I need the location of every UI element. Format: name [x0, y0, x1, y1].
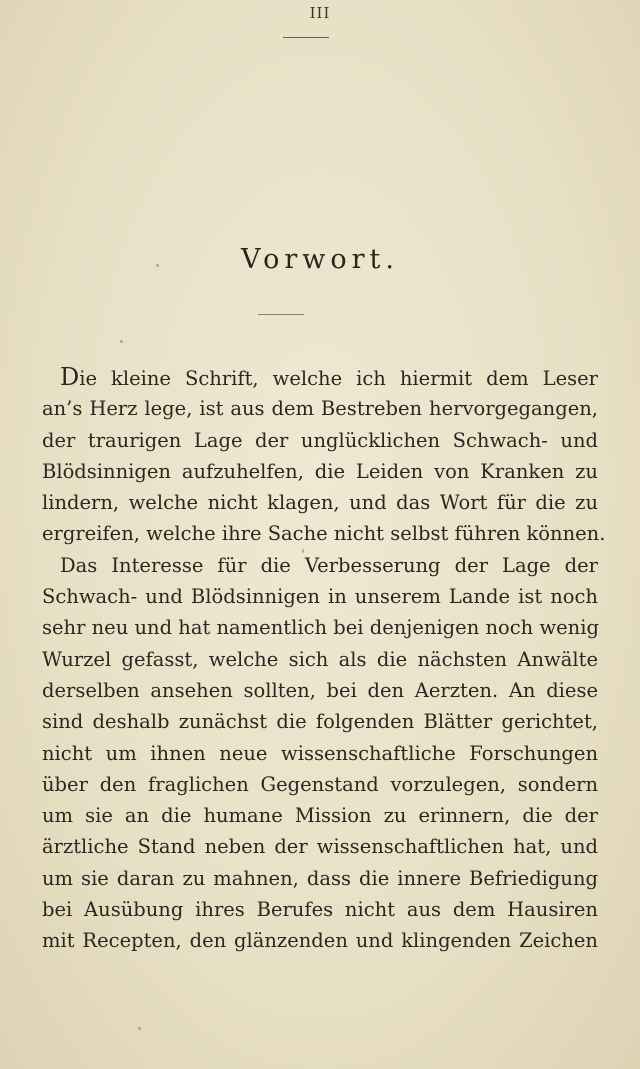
text-line: nicht um ihnen neue wissenschaftliche Forschungen — [42, 741, 598, 765]
text-line: mit Recepten, den glänzenden und klingenden Zeichen — [42, 929, 598, 953]
paper-speck — [120, 340, 123, 343]
page-number-rule — [283, 37, 329, 38]
text-line: Schwach- und Blödsinnigen in unserem Lande ist noch — [42, 585, 598, 609]
paper-speck — [156, 264, 159, 267]
text-line: Das Interesse für die Verbesserung der Lage der — [60, 553, 598, 577]
text-line: um sie daran zu mahnen, dass die innere Befriedigung — [42, 866, 598, 890]
text-line: ärztliche Stand neben der wissenschaftlichen hat, und — [42, 835, 598, 859]
text-line: Wurzel gefasst, welche sich als die nächsten Anwälte — [42, 647, 598, 671]
text-line: sehr neu und hat namentlich bei denjenigen noch wenig — [42, 616, 599, 640]
text-line: ergreifen, welche ihre Sache nicht selbst führen können. — [42, 522, 606, 546]
text-line: bei Ausübung ihres Berufes nicht aus dem Hausiren — [42, 898, 598, 922]
paper-speck — [302, 549, 304, 553]
text-line: der traurigen Lage der unglücklichen Schwach- und — [42, 428, 598, 452]
text-line: lindern, welche nicht klagen, und das Wort für die zu — [42, 491, 598, 515]
text-line: an’s Herz lege, ist aus dem Bestreben hervorgegangen, — [42, 397, 598, 421]
page-number: III — [309, 4, 331, 22]
text-line: Blödsinnigen aufzuhelfen, die Leiden von Kranken zu — [42, 459, 598, 483]
body-text — [42, 362, 606, 957]
heading-rule — [258, 314, 304, 315]
text-line: derselben ansehen sollten, bei den Aerzten. An diese — [42, 678, 598, 702]
paper-speck — [138, 1027, 141, 1030]
text-line: über den fraglichen Gegenstand vorzulegen, sondern — [42, 772, 598, 796]
text-line: sind deshalb zunächst die folgenden Blätter gerichtet, — [42, 710, 598, 734]
page-heading: Vorwort. — [241, 244, 399, 275]
text-line: um sie an die humane Mission zu erinnern, die der — [42, 804, 598, 828]
text-line: Die kleine Schrift, welche ich hiermit dem Leser — [60, 363, 598, 391]
